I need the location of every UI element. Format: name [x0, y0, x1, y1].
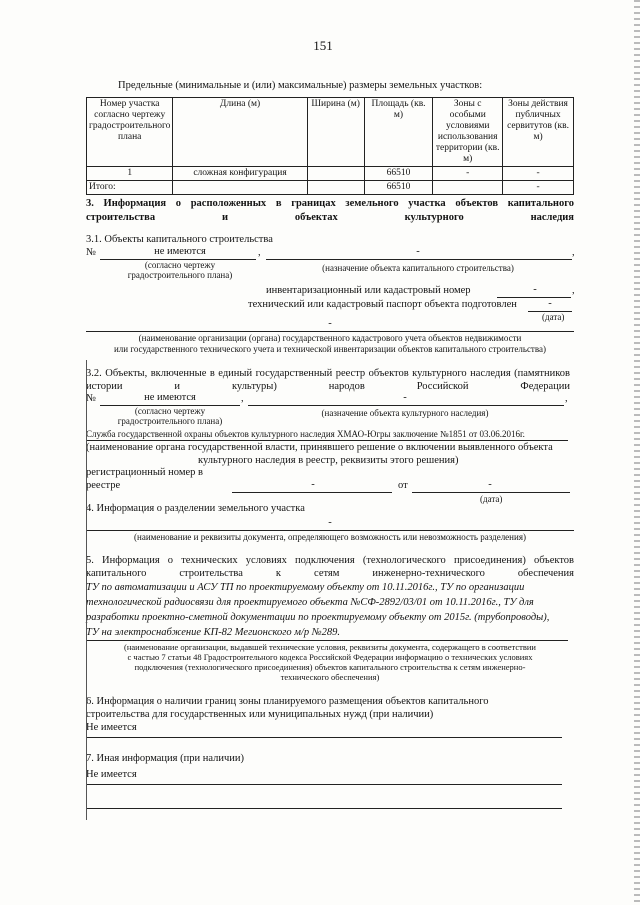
s32-caption-1b: градостроительного плана)	[117, 416, 223, 426]
comma: ,	[241, 393, 244, 404]
total-special-zones	[433, 181, 503, 195]
cell-length: сложная конфигурация	[173, 167, 307, 181]
underline	[86, 440, 568, 441]
comma: ,	[572, 285, 575, 296]
from-value: -	[488, 479, 492, 490]
col-header-length: Длина (м)	[173, 98, 307, 167]
underline	[86, 640, 568, 641]
total-servitude: -	[503, 181, 574, 195]
col-header-plot-number: Номер участка согласно чертежу градостроительного плана	[87, 98, 173, 167]
section-6-title-1: 6. Информация о наличии границ зоны планируемого размещения объектов капитального	[86, 696, 489, 707]
s31-caption-1b: градостроительного плана)	[127, 270, 233, 280]
s5-body-line-1: ТУ по автоматизации и АСУ ТП по проектируемому объекту от 10.11.2016г., ТУ по организации	[86, 582, 525, 593]
underline	[232, 492, 392, 493]
s32-value: не имеются	[144, 392, 196, 403]
underline	[86, 530, 574, 531]
reg-label-2: реестре	[86, 480, 121, 491]
cell-special-zones: -	[433, 167, 503, 181]
s5-body-line-2: технологической радиосвязи для проектируемого объекта №СФ-2892/03/01 от 10.11.2016г., ТУ для	[86, 597, 534, 608]
underline	[412, 492, 570, 493]
total-width	[307, 181, 364, 195]
reg-label-1: регистрационный номер в	[86, 467, 203, 478]
cell-servitude-zones: -	[503, 167, 574, 181]
s32-number-sign: №	[86, 393, 97, 404]
inventory-value: -	[533, 284, 537, 295]
s31-dash: -	[416, 246, 420, 257]
s5-caption-1: (наименование организации, выдавшей технические условия, реквизиты документа, содержащего в соответствии	[124, 642, 536, 652]
s31-caption-1: (согласно чертежу	[144, 260, 216, 270]
total-area: 66510	[364, 181, 433, 195]
plots-title: Предельные (минимальные и (или) максимальные) размеры земельных участков:	[118, 80, 483, 91]
org-caption-2: или государственного технического учета и технической инвентаризации объектов капитального строительства)	[113, 344, 546, 354]
s5-caption-2: с частью 7 статьи 48 Градостроительного кодекса Российской Федерации информацию о технических условиях	[127, 652, 533, 662]
total-label: Итого:	[87, 181, 173, 195]
plots-table	[86, 97, 574, 195]
underline	[86, 808, 562, 809]
authority-caption-2: культурного наследия в реестр, реквизиты этого решения)	[198, 455, 459, 466]
comma: ,	[565, 393, 568, 404]
col-header-area: Площадь (кв. м)	[364, 98, 433, 167]
s32-date-caption: (дата)	[480, 494, 503, 504]
date-caption: (дата)	[542, 312, 565, 322]
section-3-2-title: 3.2. Объекты, включенные в единый государственный реестр объектов культурного наследия (памятников истории и культуры) народов Российской Федерации	[86, 368, 570, 392]
s4-value: -	[328, 517, 332, 528]
s31-caption-2: (назначение объекта капитального строительства)	[322, 263, 514, 273]
underline	[86, 331, 574, 332]
reg-value: -	[311, 479, 315, 490]
table-header-row	[87, 98, 574, 167]
s5-body-line-4: ТУ на электроснабжение КП-82 Мегионского м/р №289.	[86, 627, 341, 638]
cell-width	[307, 167, 364, 181]
underline	[266, 259, 572, 260]
org-caption-1: (наименование организации (органа) государственного кадастрового учета объектов недвижимости	[138, 333, 522, 343]
s4-caption: (наименование и реквизиты документа, определяющего возможность или невозможность разделения)	[134, 532, 526, 542]
total-length	[173, 181, 307, 195]
col-header-servitude-zones: Зоны действия публичных сервитутов (кв. м)	[503, 98, 574, 167]
authority-value: Служба государственной охраны объектов культурного наследия ХМАО-Югры заключение №1851 от 03.06.2016г.	[86, 429, 525, 439]
comma: ,	[572, 247, 575, 258]
s5-caption-3: подключения (технологического присоединения) объектов капитального строительства к сетям инженерно-	[134, 662, 526, 672]
s32-caption-1: (согласно чертежу	[134, 406, 206, 416]
s32-caption-2: (назначение объекта культурного наследия)	[321, 408, 489, 418]
inventory-label: инвентаризационный или кадастровый номер	[266, 285, 471, 296]
table-total-row	[87, 181, 574, 195]
s6-value: Не имеется	[86, 722, 137, 733]
s5-caption-4: технического обеспечения)	[280, 672, 380, 682]
section-6-title-2: строительства для государственных или муниципальных нужд (при наличии)	[86, 709, 434, 720]
underline	[248, 405, 564, 406]
section-3-title: 3. Информация о расположенных в границах земельного участка объектов капитального строительства и объектах культурного наследия	[86, 198, 574, 223]
s5-body-line-3: разработки проектно-сметной документации по проектируемому объекту от 2015г. (трубопроводы),	[86, 612, 550, 623]
margin-rule	[86, 360, 87, 820]
s31-number-sign: №	[86, 247, 97, 258]
section-3-1-title: 3.1. Объекты капитального строительства	[86, 234, 273, 245]
s31-value: не имеются	[154, 246, 206, 257]
section-4-title: 4. Информация о разделении земельного участка	[86, 503, 305, 514]
underline	[86, 784, 562, 785]
passport-value: -	[548, 298, 552, 309]
authority-caption-1: (наименование органа государственной власти, принявшего решение о включении выявленного объекта	[86, 442, 553, 453]
from-label: от	[398, 480, 408, 491]
org-value: -	[328, 318, 332, 329]
page-number: 151	[313, 38, 333, 53]
cell-area: 66510	[364, 167, 433, 181]
passport-label: технический или кадастровый паспорт объекта подготовлен	[248, 299, 517, 310]
comma: ,	[258, 247, 261, 258]
s32-dash: -	[403, 392, 407, 403]
col-header-width: Ширина (м)	[307, 98, 364, 167]
scan-edge	[634, 0, 640, 905]
col-header-special-zones: Зоны с особыми условиями использования территории (кв. м)	[433, 98, 503, 167]
s7-value: Не имеется	[86, 769, 137, 780]
section-5-title: 5. Информация о технических условиях подключения (технологического присоединения) объектов капитального строительства к сетям инженерно-технического обеспечения	[86, 555, 574, 579]
section-7-title: 7. Иная информация (при наличии)	[86, 753, 244, 764]
underline	[86, 737, 562, 738]
cell-plot-number: 1	[87, 167, 173, 181]
table-row	[87, 167, 574, 181]
